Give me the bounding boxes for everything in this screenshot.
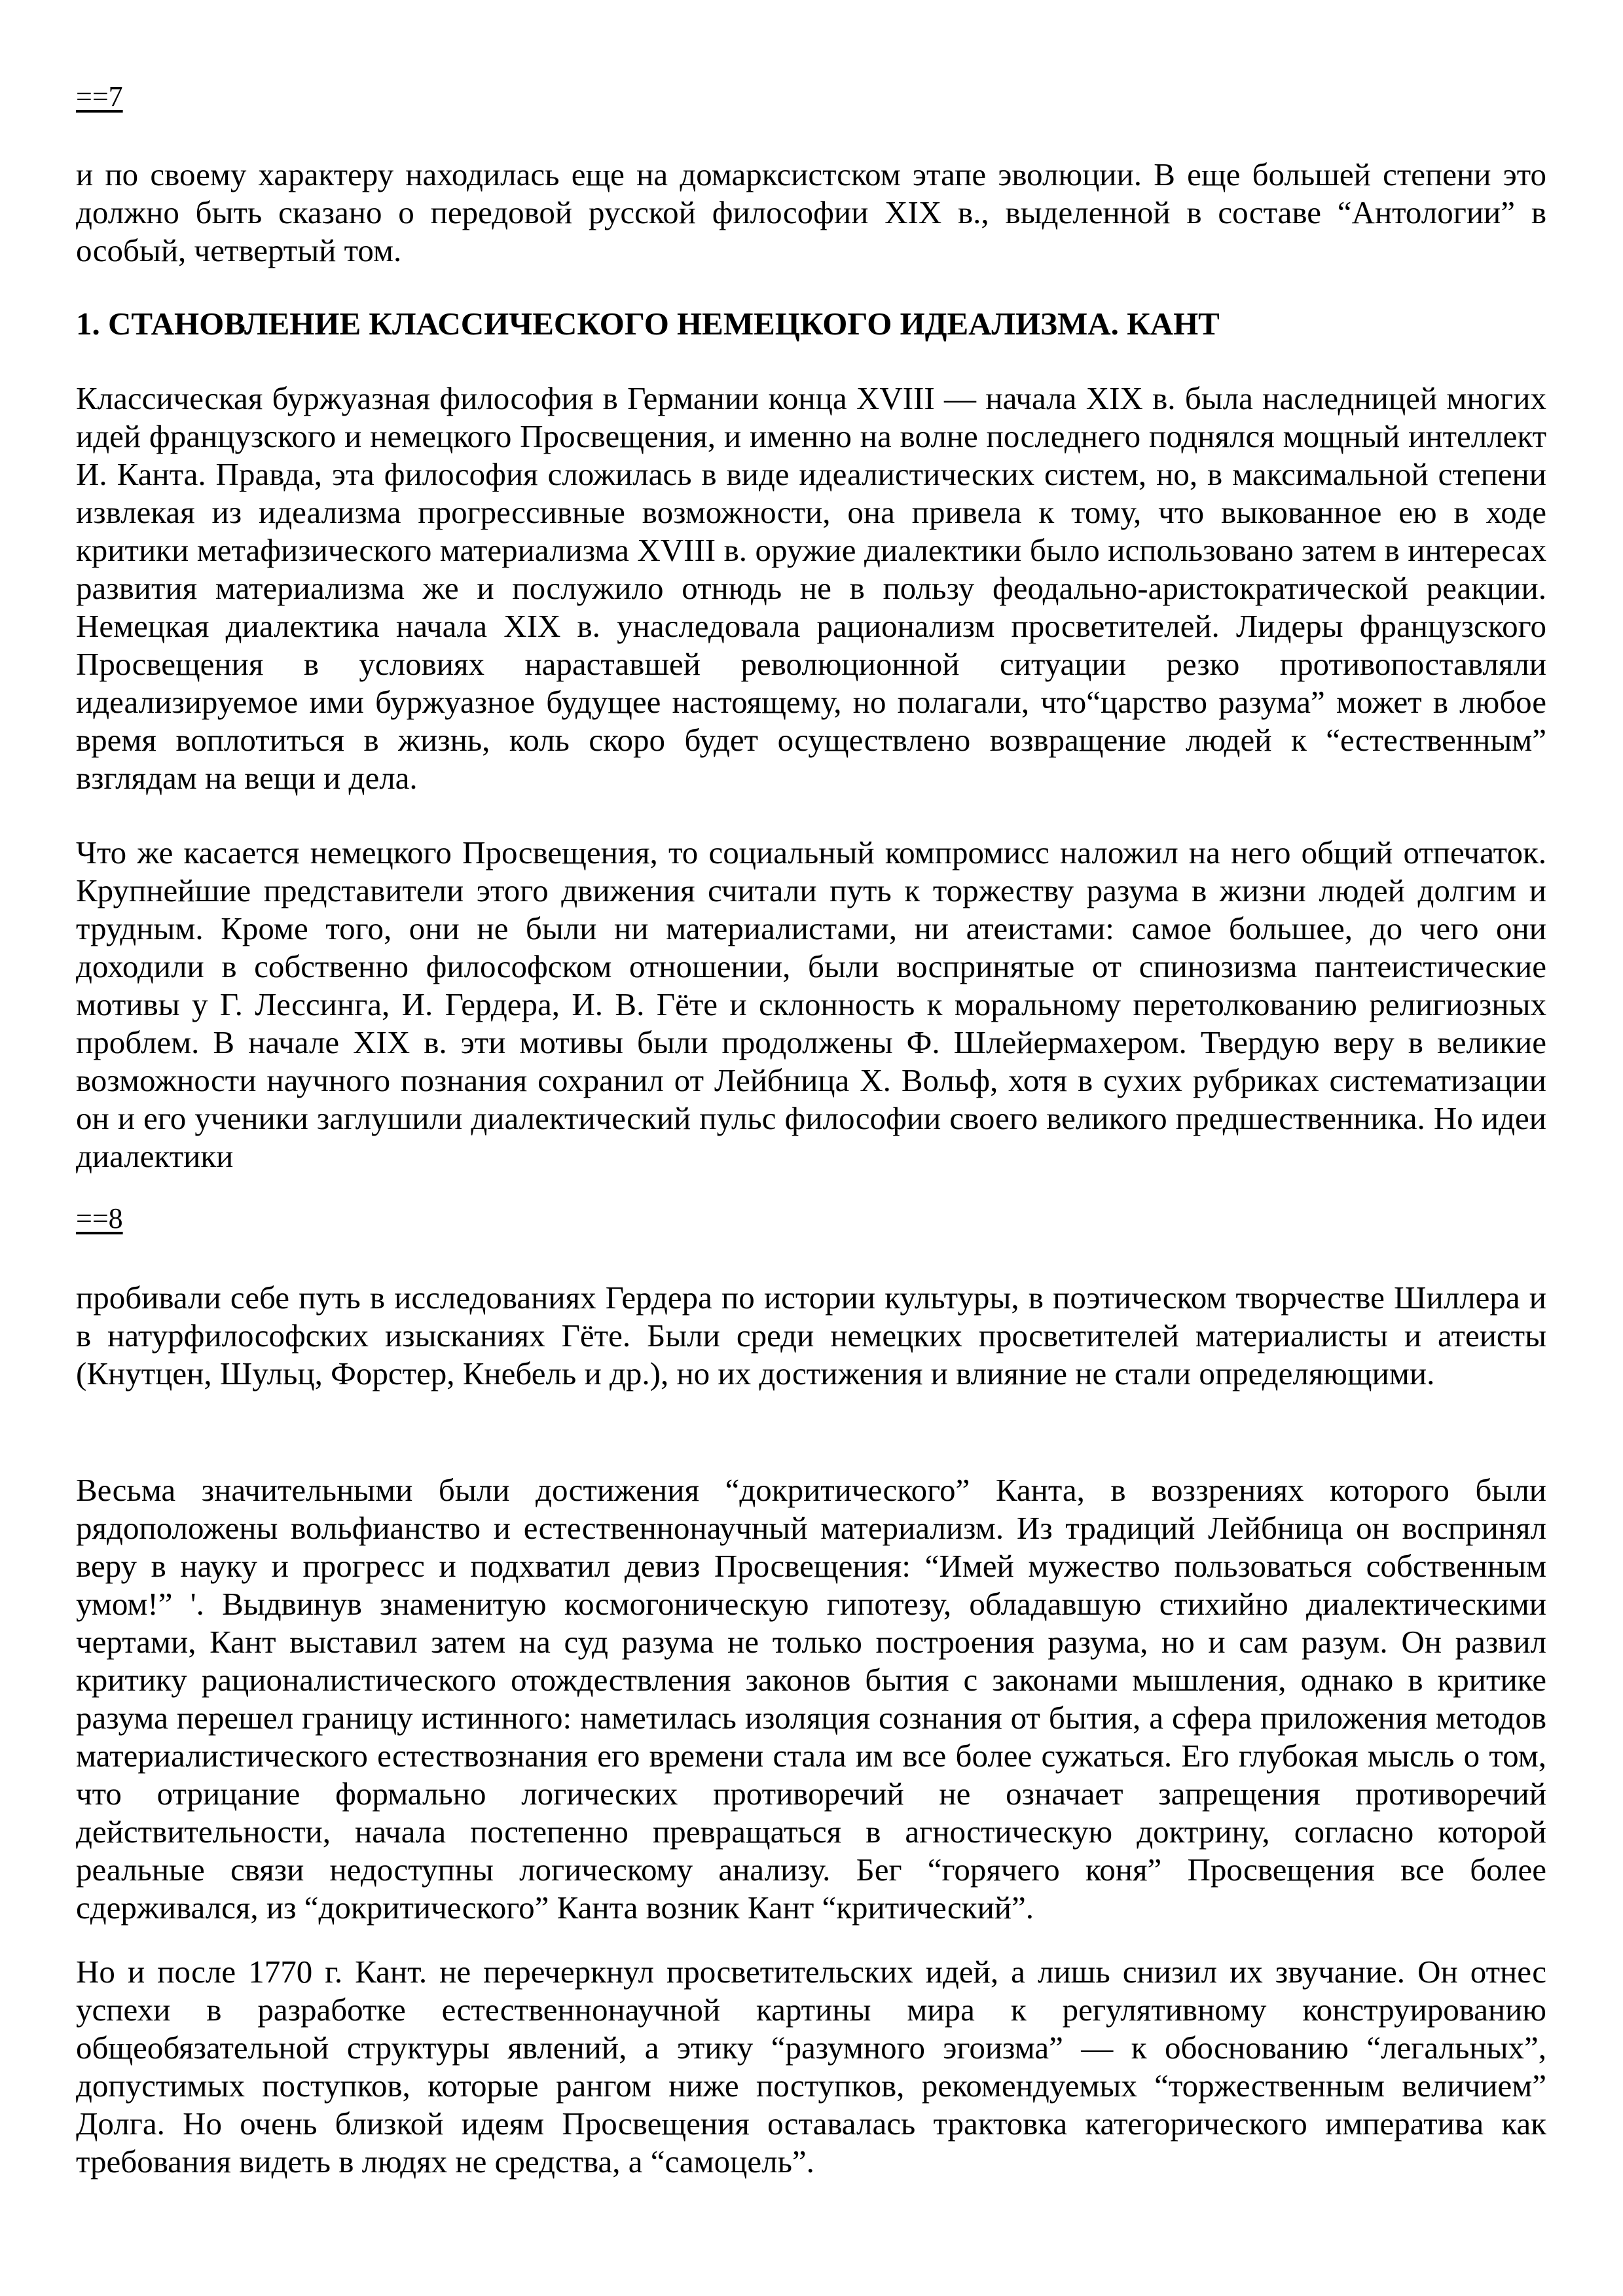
paragraph-after-1770: Но и после 1770 г. Кант. не перечеркнул просветительских идей, а лишь снизил их звучание. Он отнес успехи в разработке естественнонаучной картины мира к регулятивному конструированию общеобязательной структуры явлений, а этику “разумного эгоизма” — к обоснованию “легальных”, допустимых поступков, которые рангом ниже поступков, рекомендуемых “торжественным величием” Долга. Но очень близкой идеям Просвещения оставалась трактовка категорического императива как требования видеть в людях не средства, а “самоцель”. xyxy=(76,1954,1546,2179)
section-heading: 1. СТАНОВЛЕНИЕ КЛАССИЧЕСКОГО НЕМЕЦКОГО ИДЕАЛИЗМА. КАНТ xyxy=(76,306,1220,342)
paragraph-dialectics: пробивали себе путь в исследованиях Гердера по истории культуры, в поэтическом творчестве Шиллера и в натурфилософских изысканиях Гёте. Были среди немецких просветителей материалисты и атеисты (Кнутцен, Шульц, Форстер, Кнебель и др.), но их достижения и влияние не стали определяющими. xyxy=(76,1280,1546,1391)
paragraph-german-enlightenment: Что же касается немецкого Просвещения, то социальный компромисс наложил на него общий отпечаток. Крупнейшие представители этого движения считали путь к торжеству разума в жизни людей долгим и трудным. Кроме того, они не были ни материалистами, ни атеистами: самое большее, до чего они доходили в собственно философском отношении, были воспринятые от спинозизма пантеистические мотивы у Г. Лессинга, И. Гердера, И. В. Гёте и склонность к моральному перетолкованию религиозных проблем. В начале XIX в. эти мотивы были продолжены Ф. Шлейермахером. Твердую веру в великие возможности научного познания сохранил от Лейбница Х. Вольф, хотя в сухих рубриках систематизации он и его ученики заглушили диалектический пульс философии своего великого предшественника. Но идеи диалектики xyxy=(76,834,1546,1174)
paragraph-intro: и по своему характеру находилась еще на домарксистском этапе эволюции. В еще большей степени это должно быть сказано о передовой русской философии XIX в., выделенной в составе “Антологии” в особый, четвертый том. xyxy=(76,156,1546,268)
page-marker-7: ==7 xyxy=(76,81,123,113)
paragraph-classical-philosophy: Классическая буржуазная философия в Германии конца XVIII — начала XIX в. была наследницей многих идей французского и немецкого Просвещения, и именно на волне последнего поднялся мощный интеллект И. Канта. Правда, эта философия сложилась в виде идеалистических систем, но, в максимальной степени извлекая из идеализма прогрессивные возможности, она привела к тому, что выкованное ею в ходе критики метафизического материализма XVIII в. оружие диалектики было использовано затем в интересах развития материализма же и послужило отнюдь не в пользу феодально-аристократической реакции. Немецкая диалектика начала XIX в. унаследовала рационализм просветителей. Лидеры французского Просвещения в условиях нараставшей революционной ситуации резко противопоставляли идеализируемое ими буржуазное будущее настоящему, но полагали, что“царство разума” может в любое время воплотиться в жизнь, коль скоро будет осуществлено возвращение людей к “естественным” взглядам на вещи и дела. xyxy=(76,380,1546,796)
paragraph-precritical-kant: Весьма значительными были достижения “докритического” Канта, в воззрениях которого были рядоположены вольфианство и естественнонаучный материализм. Из традиций Лейбница он воспринял веру в науку и прогресс и подхватил девиз Просвещения: “Имей мужество пользоваться собственным умом!” '. Выдвинув знаменитую космогоническую гипотезу, обладавшую стихийно диалектическими чертами, Кант выставил затем на суд разума не только построения разума, но и сам разум. Он развил критику рационалистического отождествления законов бытия с законами мышления, однако в критике разума перешел границу истинного: наметилась изоляция сознания от бытия, а сфера приложения методов материалистического естествознания его времени стала им все более сужаться. Его глубокая мысль о том, что отрицание формально логических противоречий не означает запрещения противоречий действительности, начала постепенно превращаться в агностическую доктрину, согласно которой реальные связи недоступны логическому анализу. Бег “горячего коня” Просвещения все более сдерживался, из “докритического” Канта возник Кант “критический”. xyxy=(76,1472,1546,1926)
page-marker-8: ==8 xyxy=(76,1202,123,1234)
